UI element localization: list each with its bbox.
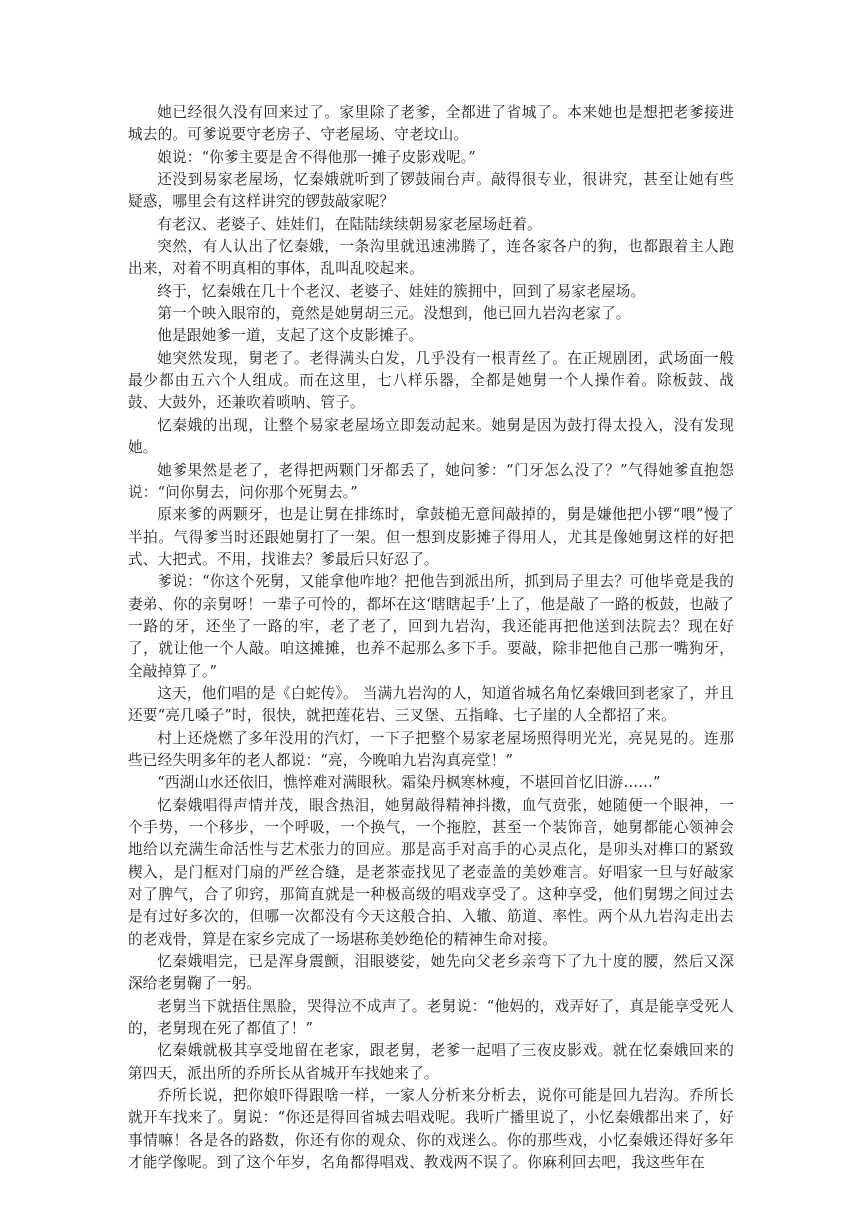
paragraph: 还没到易家老屋场，忆秦娥就听到了锣鼓闹台声。敲得很专业，很讲究，甚至让她有些疑惑，哪里会有这样讲究的锣鼓敲家呢？ xyxy=(128,171,734,211)
paragraph: 忆秦娥就极其享受地留在老家，跟老舅，老爹一起唱了三夜皮影戏。就在忆秦娥回来的第四天，派出所的乔所长从省城开车找她来了。 xyxy=(128,1042,734,1082)
paragraph: 忆秦娥唱得声情并茂，眼含热泪，她舅敲得精神抖擞，血气贲张，她随便一个眼神，一个手势，一个移步，一个呼吸，一个换气，一个拖腔，甚至一个装饰音，她舅都能心领神会地给以充满生命活性与艺术张力的回应。那是高手对高手的心灵点化，是卯头对榫口的紧致楔入，是门框对门扇的严丝合缝，是老茶壶找见了老壶盖的美妙难言。好唱家一旦与好敲家对了脾气，合了卯窍，那简直就是一种极高级的唱戏享受了。这种享受，他们舅甥之间过去是有过好多次的，但哪一次都没有今天这般合拍、入辙、筋道、率性。两个从九岩沟走出去的老戏骨，算是在家乡完成了一场堪称美妙绝伦的精神生命对接。 xyxy=(128,796,734,948)
paragraph: “西湖山水还依旧，憔悴难对满眼秋。霜染丹枫寒林瘦，不堪回首忆旧游……” xyxy=(157,774,661,792)
paragraph: 她爹果然是老了，老得把两颗门牙都丢了，她问爹：“门牙怎么没了？”气得她爹直抱怨说：“问你舅去，问你那个死舅去。” xyxy=(128,461,734,501)
story-text xyxy=(128,102,734,1175)
paragraph: 乔所长说，把你娘吓得跟啥一样，一家人分析来分析去，说你可能是回九岩沟。乔所长就开车找来了。舅说：“你还是得回省城去唱戏呢。我听广播里说了，小忆秦娥都出来了，好事情嘛！各是各的路数，你还有你的观众、你的戏迷么。你的那些戏，小忆秦娥还得好多年才能学像呢。到了这个年岁，名角都得唱戏、教戏两不误了。你麻利回去吧，我这些年在 xyxy=(128,1087,734,1172)
paragraph: 她突然发现，舅老了。老得满头白发，几乎没有一根青丝了。在正规剧团，武场面一般最少都由五六个人组成。而在这里，七八样乐器，全都是她舅一个人操作着。除板鼓、战鼓、大鼓外，还兼吹着唢呐、管子。 xyxy=(128,349,734,412)
paragraph: 终于，忆秦娥在几十个老汉、老婆子、娃娃的簇拥中，回到了易家老屋场。 xyxy=(157,282,646,300)
paragraph: 老舅当下就捂住黑脸，哭得泣不成声了。老舅说：“他妈的，戏弄好了，真是能享受死人的，老舅现在死了都值了！” xyxy=(128,997,734,1038)
paragraph: 突然，有人认出了忆秦娥，一条沟里就迅速沸腾了，连各家各户的狗，也都跟着主人跑出来，对着不明真相的事体，乱叫乱咬起来。 xyxy=(128,238,734,278)
paragraph: 这天，他们唱的是《白蛇传》。 当满九岩沟的人，知道省城名角忆秦娥回到老家了，并且还要“亮几嗓子”时，很快，就把莲花岩、三叉堡、五指峰、七子崖的人全都招了来。 xyxy=(128,684,734,725)
paragraph: 娘说：“你爹主要是舍不得他那一摊子皮影戏呢。” xyxy=(157,148,476,166)
paragraph: 第一个映入眼帘的，竟然是她舅胡三元。没想到，他已回九岩沟老家了。 xyxy=(157,305,631,323)
paragraph: 原来爹的两颗牙，也是让舅在排练时，拿鼓槌无意间敲掉的，舅是嫌他把小锣“喂”慢了半拍。气得爹当时还跟她舅打了一架。但一想到皮影摊子得用人，尤其是像她舅这样的好把式、大把式。不用，找谁去？爹最后只好忍了。 xyxy=(128,506,734,568)
paragraph: 忆秦娥的出现，让整个易家老屋场立即轰动起来。她舅是因为鼓打得太投入，没有发现她。 xyxy=(128,416,734,457)
paragraph: 他是跟她爹一道，支起了这个皮影摊子。 xyxy=(157,327,424,345)
paragraph: 村上还烧燃了多年没用的汽灯，一下子把整个易家老屋场照得明光光，亮晃晃的。连那些已经失明多年的老人都说：“亮，今晚咱九岩沟真亮堂！” xyxy=(128,729,734,769)
paragraph: 有老汉、老婆子、娃娃们，在陆陆续续朝易家老屋场赶着。 xyxy=(157,215,542,233)
paragraph: 爹说：“你这个死舅，又能拿他咋地？把他告到派出所，抓到局子里去？可他毕竟是我的妻弟、你的亲舅呀！一辈子可怜的，都坏在这‘瞎瞎起手’上了，他是敲了一路的板鼓，也敲了一路的牙，还坐了一路的牢，老了老了，回到九岩沟，我还能再把他送到法院去？现在好了，就让他一个人敲。咱这摊摊，也养不起那么多下手。要敲，除非把他自己那一嘴狗牙，全敲掉算了。” xyxy=(128,573,734,680)
paragraph: 忆秦娥唱完，已是浑身震颤，泪眼婆娑，她先向父老乡亲弯下了九十度的腰，然后又深深给老舅鞠了一躬。 xyxy=(128,953,734,993)
paragraph: 她已经很久没有回来过了。家里除了老爹，全都进了省城了。本来她也是想把老爹接进城去的。可爹说要守老房子、守老屋场、守老坟山。 xyxy=(128,104,734,144)
